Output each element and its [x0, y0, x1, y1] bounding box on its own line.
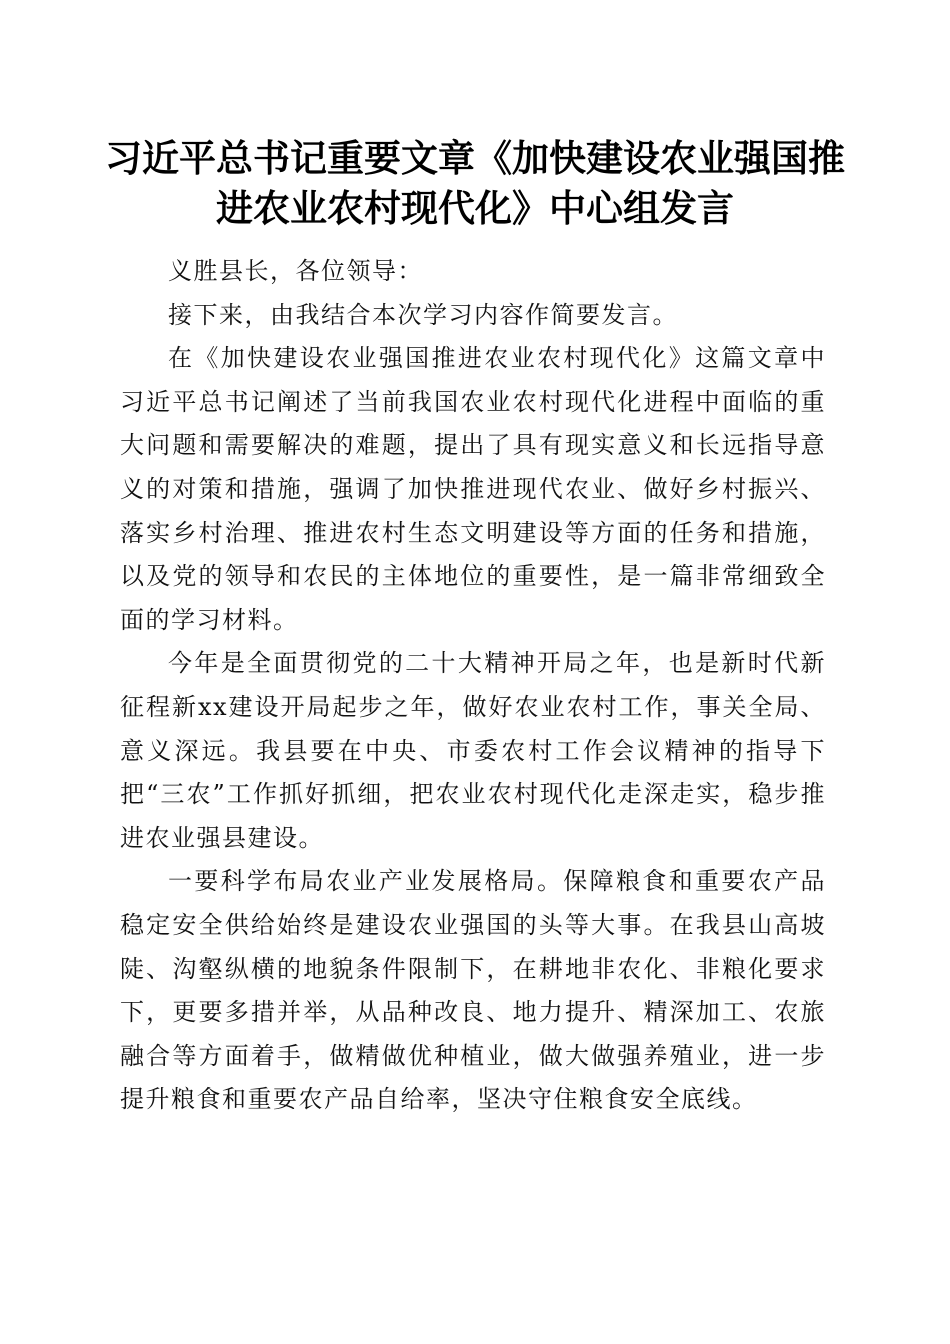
document-body	[120, 250, 826, 1122]
context-paragraph: 今年是全面贯彻党的二十大精神开局之年，也是新时代新征程新xx建设开局起步之年，做好农业农村工作，事关全局、意义深远。我县要在中央、市委农村工作会议精神的指导下把“三农”工作抓好抓细，把农业农村现代化走深走实，稳步推进农业强县建设。	[120, 649, 826, 852]
point-one-paragraph: 一要科学布局农业产业发展格局。保障粮食和重要农产品稳定安全供给始终是建设农业强国的头等大事。在我县山高坡陡、沟壑纵横的地貌条件限制下，在耕地非农化、非粮化要求下，更要多措并举，从品种改良、地力提升、精深加工、农旅融合等方面着手，做精做优种植业，做大做强养殖业，进一步提升粮食和重要农产品自给率，坚决守住粮食安全底线。	[120, 867, 826, 1114]
document-title: 习近平总书记重要文章《加快建设农业强国推进农业农村现代化》中心组发言	[105, 136, 845, 230]
intro-paragraph: 接下来，由我结合本次学习内容作简要发言。	[168, 300, 678, 329]
salutation-paragraph: 义胜县长，各位领导：	[168, 257, 423, 285]
article-summary-paragraph: 在《加快建设农业强国推进农业农村现代化》这篇文章中习近平总书记阐述了当前我国农业农村现代化进程中面临的重大问题和需要解决的难题，提出了具有现实意义和长远指导意义的对策和措施，强调了加快推进现代农业、做好乡村振兴、落实乡村治理、推进农村生态文明建设等方面的任务和措施，以及党的领导和农民的主体地位的重要性，是一篇非常细致全面的学习材料。	[120, 344, 826, 634]
